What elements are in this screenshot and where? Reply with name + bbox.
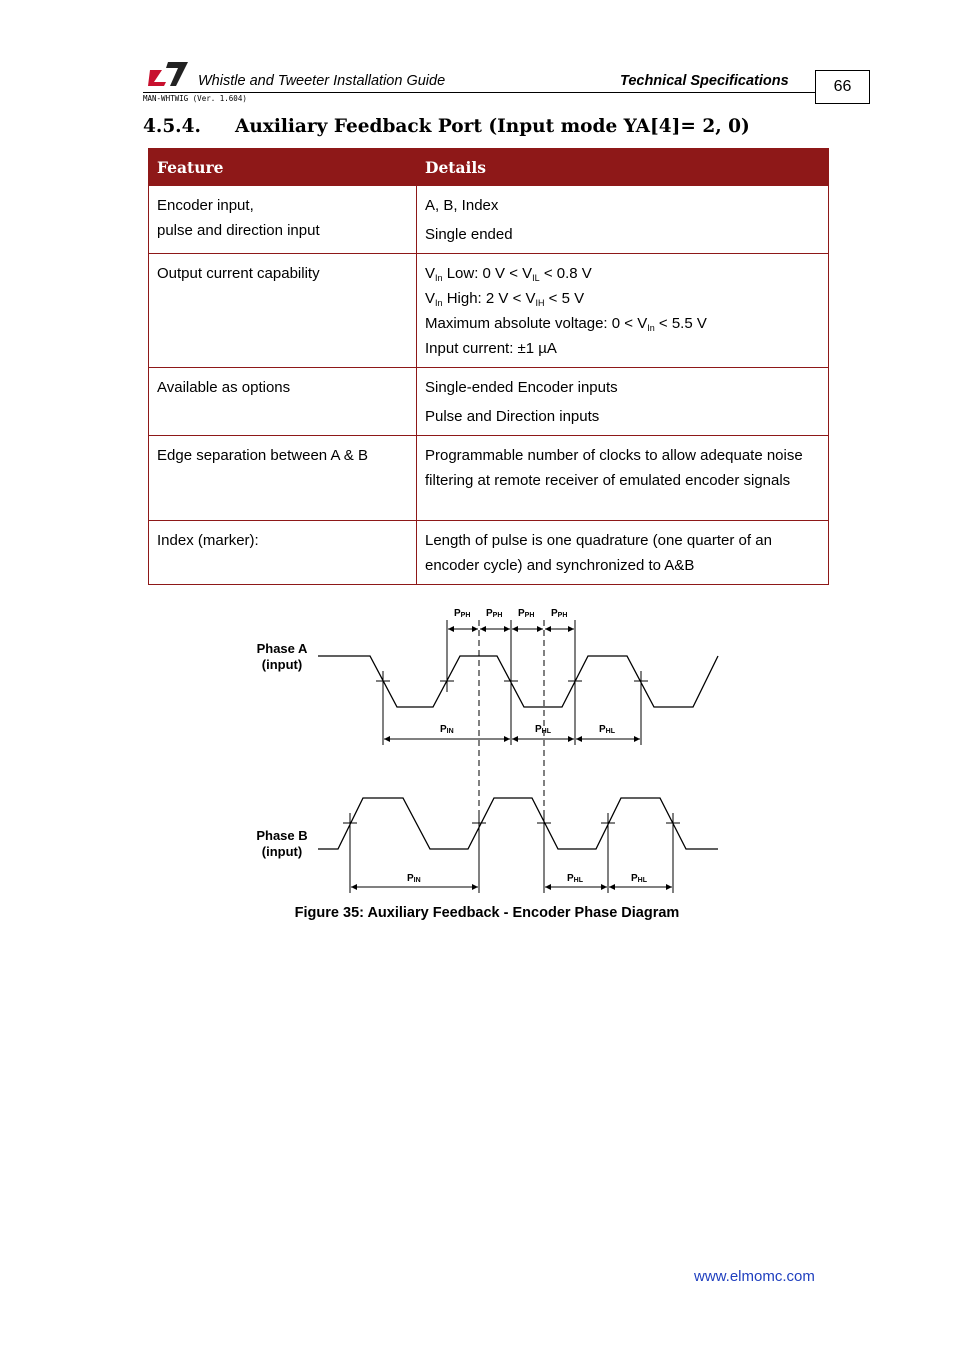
section-number: 4.5.4. — [143, 116, 201, 137]
website-link[interactable]: www.elmomc.com — [694, 1268, 815, 1285]
details-cell — [417, 521, 829, 585]
cell-line: Edge separation between A & B — [157, 447, 368, 464]
cell-line: Programmable number of clocks to allow adequate noise filtering at remote receiver of emulated encoder signals — [425, 447, 803, 489]
cell-line: Single-ended Encoder inputs — [425, 379, 618, 396]
phase-a-edge-marks — [376, 671, 648, 692]
phase-b-label: Phase B (input) — [256, 828, 308, 859]
pin-label: PIN — [407, 873, 421, 884]
cell-line: $V_{In}$ High: 2 $V < V_{IH} < 5$ V — [425, 290, 585, 308]
section-name: Technical Specifications — [620, 73, 789, 89]
cell-line: Maximum absolute voltage: $0 < V_{In} < 5.5$ V — [425, 315, 707, 333]
col-header-details: Details — [417, 149, 829, 186]
cell-line: Output current capability — [157, 265, 320, 282]
cell-line: Pulse and Direction inputs — [425, 408, 600, 425]
guide-title: Whistle and Tweeter Installation Guide — [198, 73, 446, 89]
feature-cell — [149, 186, 417, 254]
pph-label: PPH — [518, 608, 535, 619]
details-cell — [417, 254, 829, 368]
cell-line: Index (marker): — [157, 532, 259, 549]
table-row — [149, 186, 829, 254]
details-cell — [417, 186, 829, 254]
top-extension-lines — [447, 620, 575, 672]
encoder-phase-diagram — [240, 600, 740, 900]
page-number: 66 — [815, 70, 870, 104]
document-version: MAN-WHTWIG (Ver. 1.604) — [143, 94, 247, 103]
cell-line: Length of pulse is one quadrature (one quarter of an encoder cycle) and synchronized to A&B — [425, 532, 772, 574]
details-cell — [417, 436, 829, 521]
cell-line: A, B, Index — [425, 197, 499, 214]
phl-label: PHL — [599, 724, 616, 735]
phase-b-waveform — [318, 798, 718, 849]
feature-cell — [149, 254, 417, 368]
spec-table — [148, 148, 829, 585]
table-header-row — [149, 149, 829, 186]
phase-a-label: Phase A (input) — [256, 641, 308, 672]
cell-line: Available as options — [157, 379, 291, 396]
phl-label: PHL — [631, 873, 648, 884]
feature-cell — [149, 436, 417, 521]
cell-line: pulse and direction input — [157, 222, 320, 239]
section-heading — [143, 116, 750, 137]
cell-line: Encoder input, — [157, 197, 254, 214]
phase-b-extension-lines — [350, 834, 673, 893]
cell-line: Input current: ±1 µA — [425, 340, 557, 357]
table-row — [149, 436, 829, 521]
figure-caption: Figure 35: Auxiliary Feedback - Encoder Phase Diagram — [294, 905, 680, 921]
pph-label: PPH — [454, 608, 471, 619]
pin-label: PIN — [440, 724, 454, 735]
table-row — [149, 254, 829, 368]
phl-label: PHL — [567, 873, 584, 884]
feature-cell — [149, 521, 417, 585]
feature-cell — [149, 368, 417, 436]
pph-label: PPH — [486, 608, 503, 619]
pph-label: PPH — [551, 608, 568, 619]
cell-line: $V_{In}$ Low: 0 $V < V_{IL} < 0.8$ V — [425, 265, 592, 283]
phase-a-extension-lines — [383, 692, 641, 745]
phl-label: PHL — [535, 724, 552, 735]
col-header-feature: Feature — [149, 149, 417, 186]
details-cell — [417, 368, 829, 436]
section-title: Auxiliary Feedback Port (Input mode YA[4]= 2, 0) — [235, 116, 750, 137]
cell-line: Single ended — [425, 226, 513, 243]
table-row — [149, 521, 829, 585]
table-row — [149, 368, 829, 436]
elmo-logo-icon — [148, 58, 190, 88]
phase-b-edge-marks — [343, 813, 680, 834]
header-rule — [143, 92, 815, 93]
